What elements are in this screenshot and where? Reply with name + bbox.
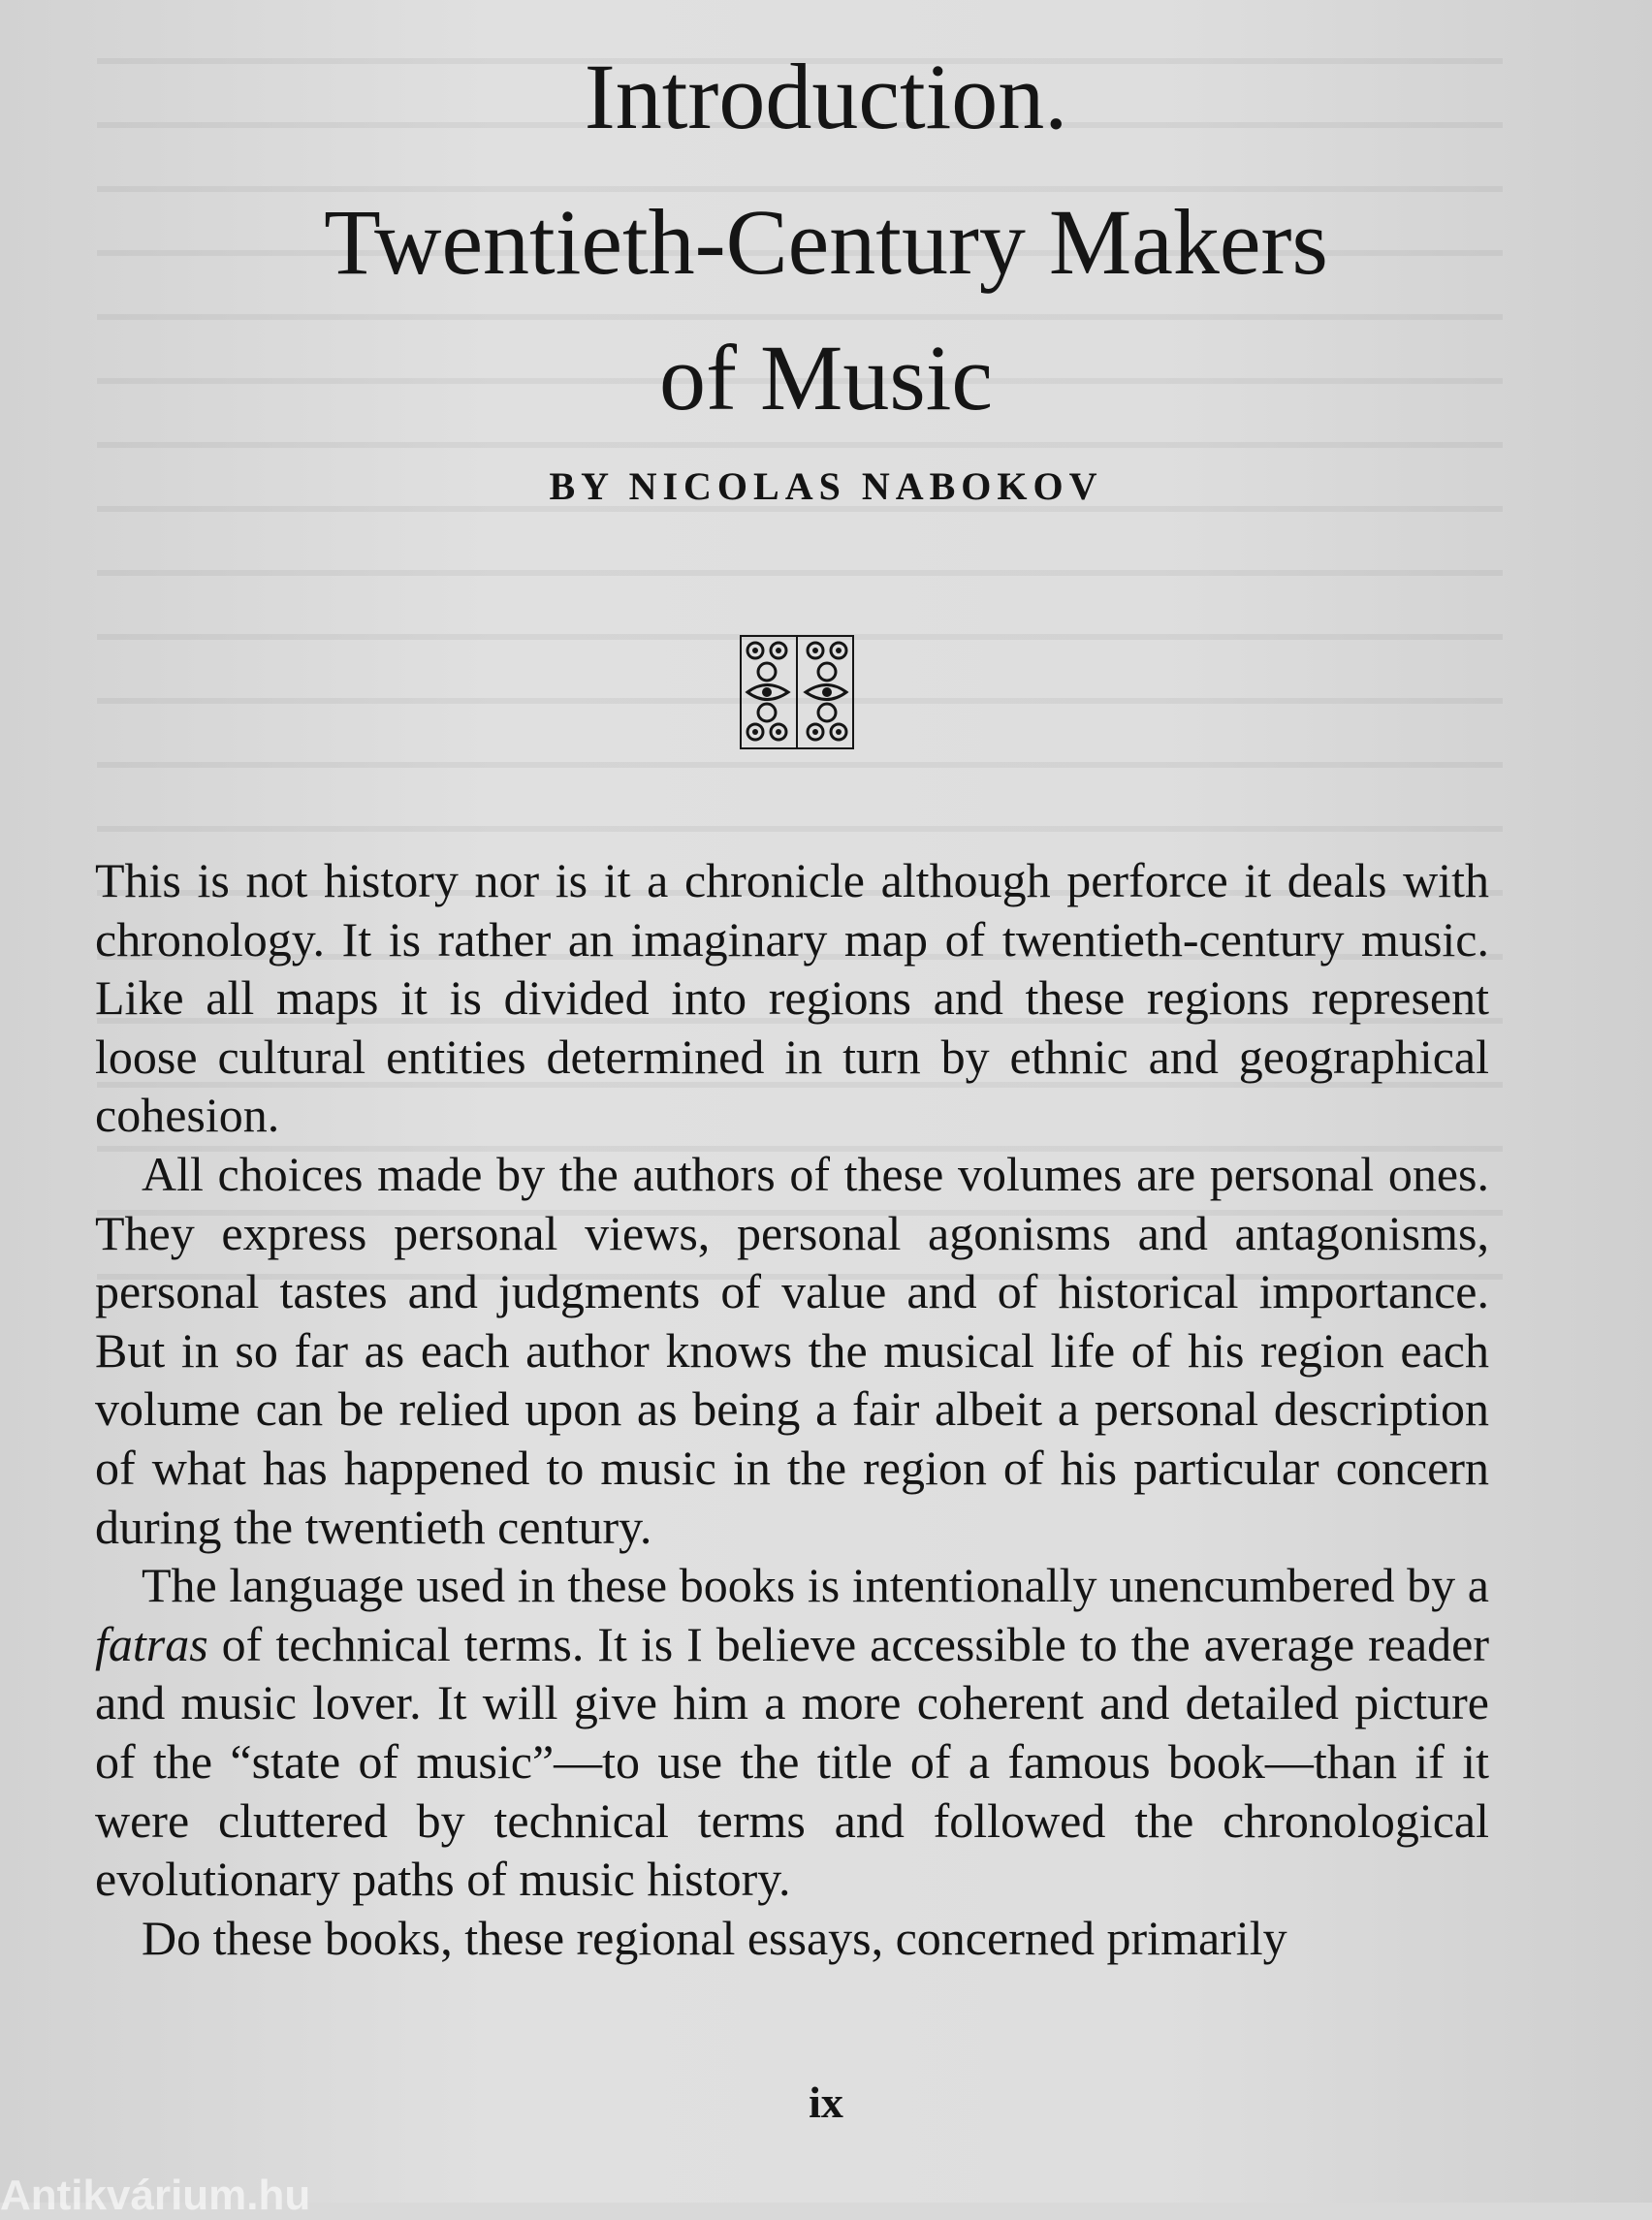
paragraph-3-text-end: of technical terms. It is I believe accessible to the average reader and music lover. It will give him a more coherent and detailed picture of the “state of music”—to use the title of a famous book—than if it were cluttered by technical terms and followed the chronological evolutionary paths of music history. xyxy=(95,1616,1489,1907)
paragraph-3 xyxy=(95,1556,1489,1909)
paragraph-3-text-start: The language used in these books is intentionally unencumbered by a xyxy=(142,1558,1489,1613)
decorative-ornament-icon xyxy=(740,635,854,749)
paragraph-3-italic-term: fatras xyxy=(95,1616,208,1671)
watermark: Antikvárium.hu xyxy=(0,2172,311,2219)
paragraph-1: This is not history nor is it a chronicle although perforce it deals with chronology. It is rather an imaginary map of twentieth-century music. Like all maps it is divided into regions and these regions represent loose cultural entities determined in turn by ethnic and geographical cohesion. xyxy=(95,853,1489,1143)
paragraph-2: All choices made by the authors of these volumes are personal ones. They express personal views, personal agonisms and antagonisms, personal tastes and judgments of value and of historical importance. But in so far as each author knows the musical life of his region each volume can be relied upon as being a fair albeit a personal description of what has happened to music in the region of his particular concern during the twentieth century. xyxy=(95,1146,1489,1554)
body-text xyxy=(95,851,1489,1967)
paragraph-4: Do these books, these regional essays, concerned primarily xyxy=(142,1910,1287,1965)
chapter-title-line-3: of Music xyxy=(659,326,993,429)
chapter-title-line-1: Introduction. xyxy=(584,45,1068,148)
chapter-title-line-2: Twentieth-Century Makers xyxy=(324,190,1328,294)
author-byline: BY NICOLAS NABOKOV xyxy=(549,464,1103,508)
page-number: ix xyxy=(809,2077,843,2127)
